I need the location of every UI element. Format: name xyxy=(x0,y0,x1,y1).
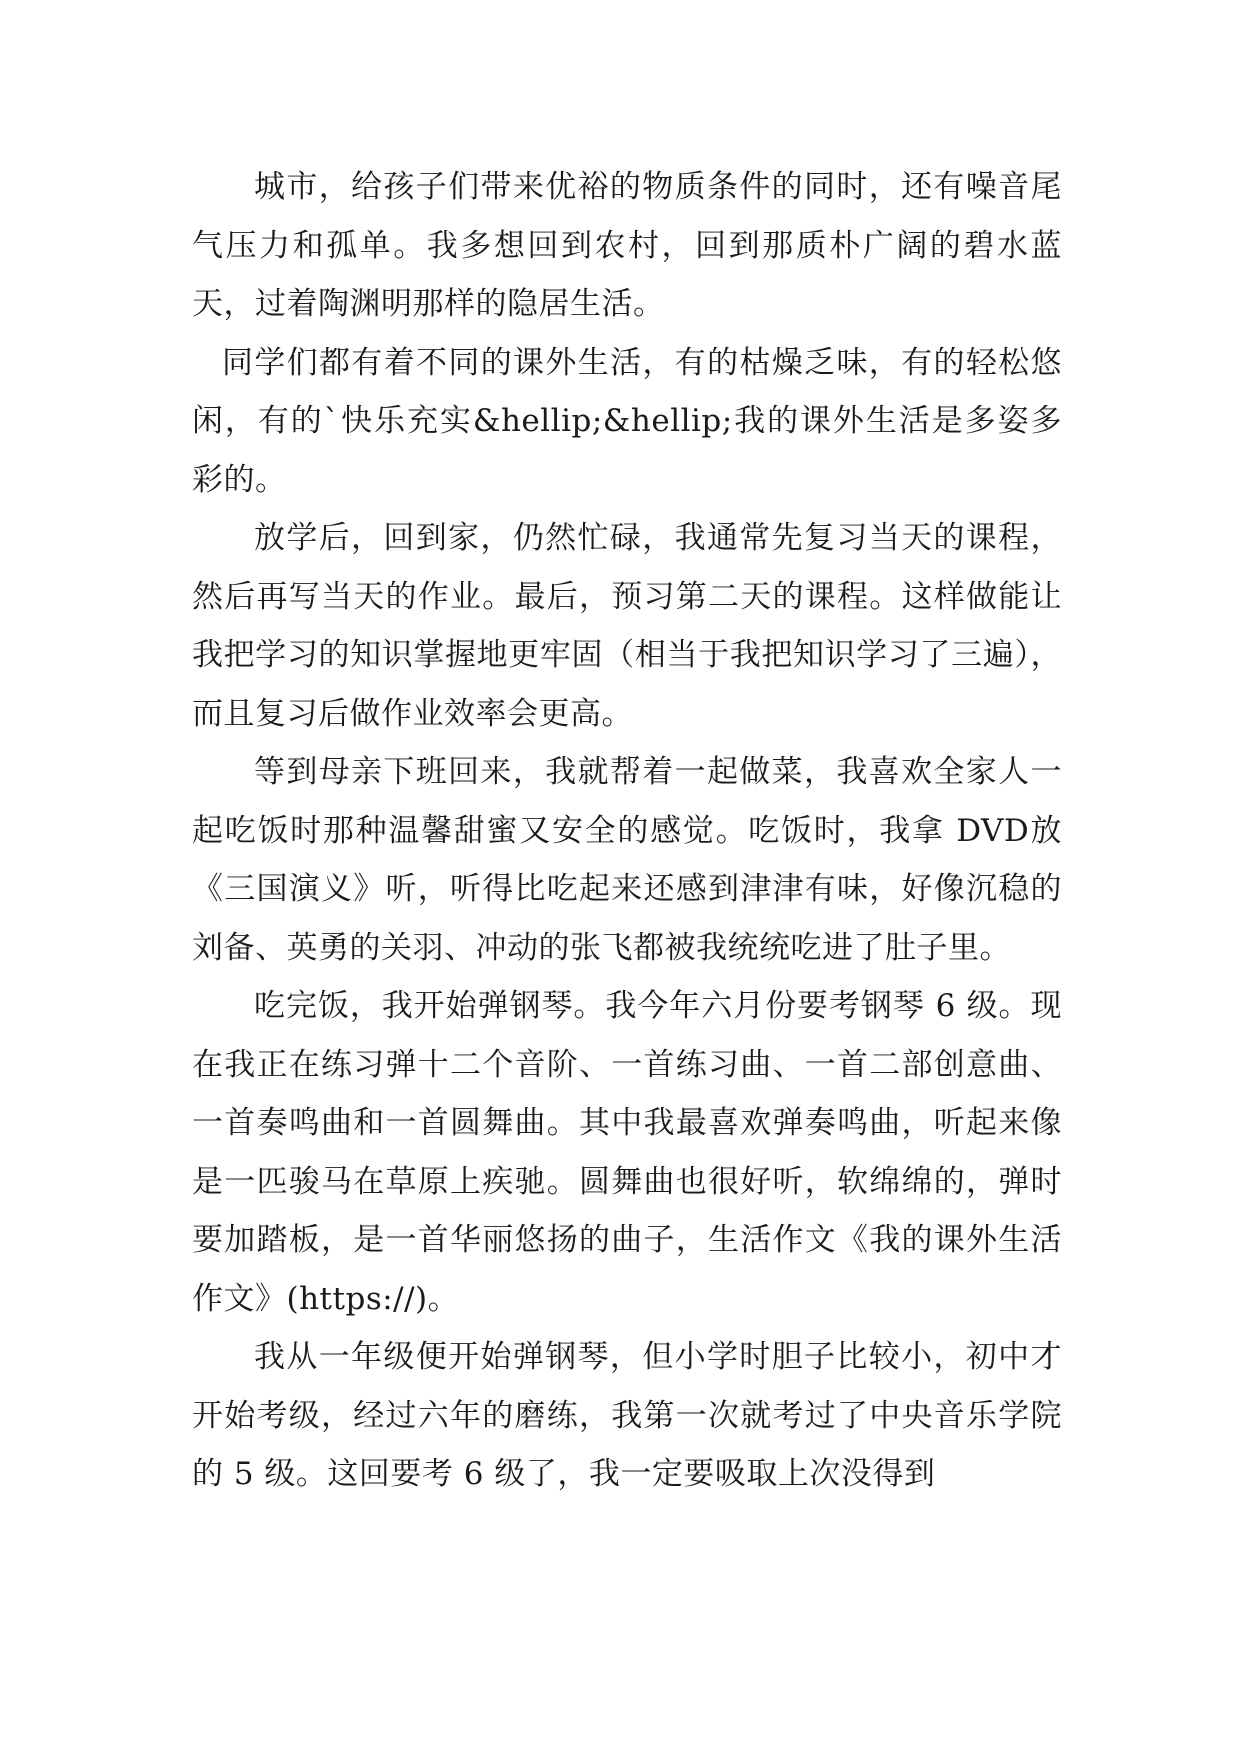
paragraph: 放学后，回到家，仍然忙碌，我通常先复习当天的课程，然后再写当天的作业。最后，预习第二天的课程。这样做能让我把学习的知识掌握地更牢固（相当于我把知识学习了三遍），而且复习后做作业效率会更高。 xyxy=(192,520,1062,732)
paragraph: 同学们都有着不同的课外生活，有的枯燥乏味，有的轻松悠闲，有的`快乐充实&hellip;&hellip;我的课外生活是多姿多彩的。 xyxy=(192,344,1062,498)
document-body xyxy=(192,158,1062,1504)
paragraph: 城市，给孩子们带来优裕的物质条件的同时，还有噪音尾气压力和孤单。我多想回到农村，回到那质朴广阔的碧水蓝天，过着陶渊明那样的隐居生活。 xyxy=(192,169,1062,322)
paragraph: 我从一年级便开始弹钢琴，但小学时胆子比较小，初中才开始考级，经过六年的磨练，我第一次就考过了中央音乐学院的 5 级。这回要考 6 级了，我一定要吸取上次没得到 xyxy=(192,1339,1062,1492)
paragraph: 吃完饭，我开始弹钢琴。我今年六月份要考钢琴 6 级。现在我正在练习弹十二个音阶、一首练习曲、一首二部创意曲、一首奏鸣曲和一首圆舞曲。其中我最喜欢弹奏鸣曲，听起来像是一匹骏马在草原上疾驰。圆舞曲也很好听，软绵绵的，弹时要加踏板，是一首华丽悠扬的曲子，生活作文《我的课外生活作文》(https://)。 xyxy=(192,988,1062,1317)
paragraph: 等到母亲下班回来，我就帮着一起做菜，我喜欢全家人一起吃饭时那种温馨甜蜜又安全的感觉。吃饭时，我拿 DVD放《三国演义》听，听得比吃起来还感到津津有味，好像沉稳的刘备、英勇的关羽、冲动的张飞都被我统统吃进了肚子里。 xyxy=(192,754,1062,966)
